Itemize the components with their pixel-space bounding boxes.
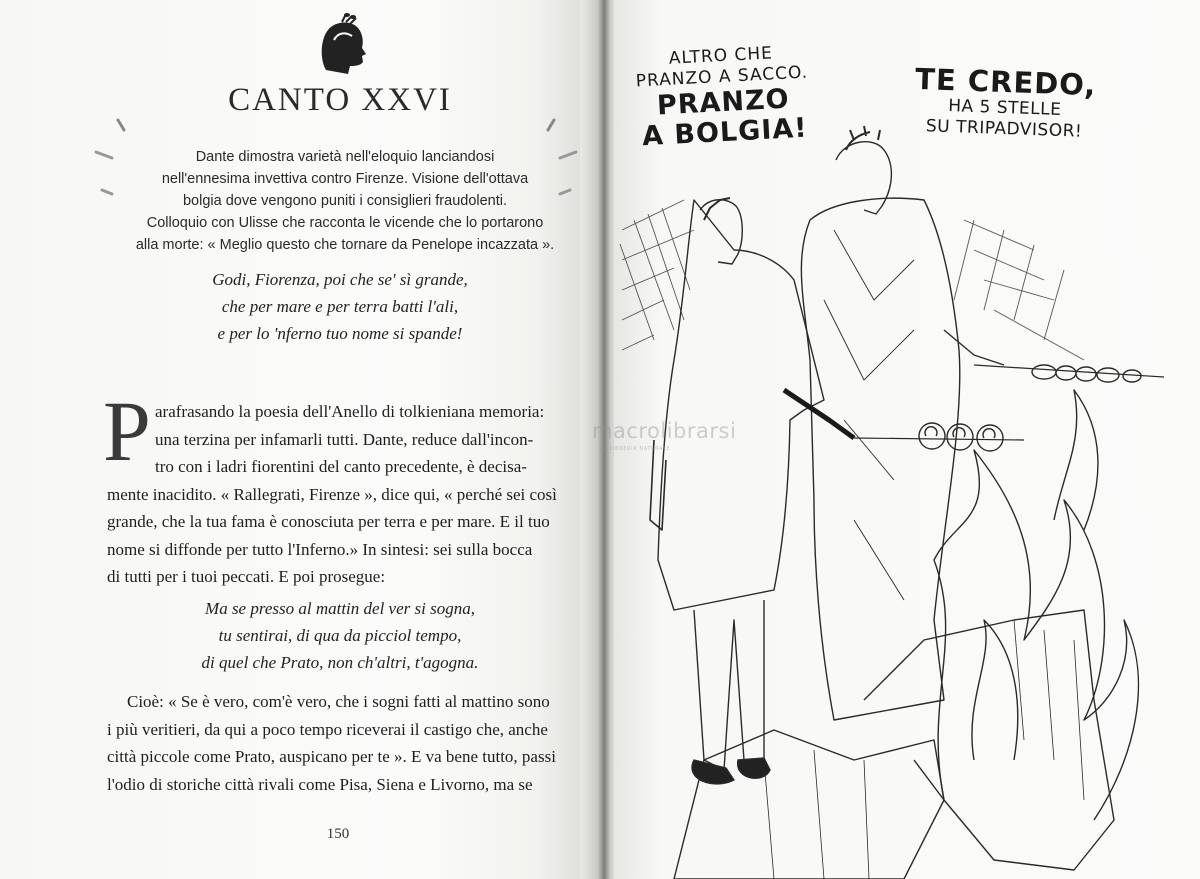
paragraph-1 xyxy=(107,398,572,591)
pastry-skewer xyxy=(919,423,1003,451)
sausage-skewer xyxy=(1032,365,1141,382)
bubble-line: A BOLGIA! xyxy=(641,112,809,153)
summary-line: bolgia dove vengono puniti i consiglieri fraudolenti. xyxy=(182,193,508,209)
page-number: 150 xyxy=(326,826,350,842)
bubble-line: ALTRO CHE xyxy=(668,43,774,69)
canto-summary xyxy=(120,146,570,256)
text-line: l'odio di storiche città rivali come Pisa, Siena e Livorno, ma se xyxy=(107,774,533,794)
text-line: città piccole come Prato, auspicano per te ». E va bene tutto, passi xyxy=(107,747,556,766)
text-line: arafrasando la poesia dell'Anello di tolkieniana memoria: xyxy=(155,402,545,421)
text-line: una terzina per infamarli tutti. Dante, reduce dall'incon- xyxy=(155,429,534,449)
bubble-line: SU TRIPADVISOR! xyxy=(925,116,1083,142)
bubble-line: PRANZO xyxy=(656,83,791,122)
summary-line: Colloquio con Ulisse che racconta le vicende che lo portarono xyxy=(146,215,544,231)
verse-line: di quel che Prato, non ch'altri, t'agogna. xyxy=(201,653,479,672)
paragraph-2 xyxy=(107,688,572,798)
verse-line: che per mare e per terra batti l'ali, xyxy=(221,297,459,316)
text-line: grande, che la tua fama è conosciuta per terra e per mare. E il tuo xyxy=(107,512,550,531)
watermark-tagline: LA LIBRERIA NATURALE xyxy=(600,446,671,452)
opening-verse xyxy=(120,266,560,347)
watermark-logo: macrolibrarsi xyxy=(592,419,737,443)
text-line: di tutti per i tuoi peccati. E poi prosegue: xyxy=(107,567,386,586)
summary-line: alla morte: « Meglio questo che tornare da Penelope incazzata ». xyxy=(135,237,555,253)
summary-line: nell'ennesima invettiva contro Firenze. Visione dell'ottava xyxy=(161,171,529,187)
verse-line: Ma se presso al mattin del ver si sogna, xyxy=(205,599,475,618)
verse-line: Godi, Fiorenza, poi che se' sì grande, xyxy=(212,270,468,289)
second-verse xyxy=(120,595,560,676)
text-line: tro con i ladri fiorentini del canto precedente, è decisa- xyxy=(155,457,527,476)
text-line: mente inacidito. « Rallegrati, Firenze », dice qui, « perché sei così xyxy=(107,484,557,504)
text-line: nome si diffonde per tutto l'Inferno.» In sintesi: sei sulla bocca xyxy=(107,539,533,559)
verse-line: e per lo 'nferno tuo nome si spande! xyxy=(217,324,463,343)
speech-bubble-dante xyxy=(615,41,830,154)
crosshatch-wall-left xyxy=(620,200,694,350)
summary-line: Dante dimostra varietà nell'eloquio lanciandosi xyxy=(195,149,495,165)
crosshatch-wall-right xyxy=(954,220,1084,360)
drop-cap: P xyxy=(103,383,151,479)
bubble-line: PRANZO A SACCO. xyxy=(635,62,809,92)
speech-bubble-virgil xyxy=(899,62,1111,143)
canto-title: CANTO XXVI xyxy=(228,82,452,118)
bubble-line: HA 5 STELLE xyxy=(947,96,1062,120)
dante-profile-laurel-icon xyxy=(312,10,370,76)
bubble-line: TE CREDO, xyxy=(914,61,1097,103)
text-line: i più veritieri, da qui a poco tempo riceverai il castigo che, anche xyxy=(107,719,548,739)
text-line: Cioè: « Se è vero, com'è vero, che i sogni fatti al mattino sono xyxy=(127,692,550,711)
verse-line: tu sentirai, di qua da picciol tempo, xyxy=(218,626,462,645)
